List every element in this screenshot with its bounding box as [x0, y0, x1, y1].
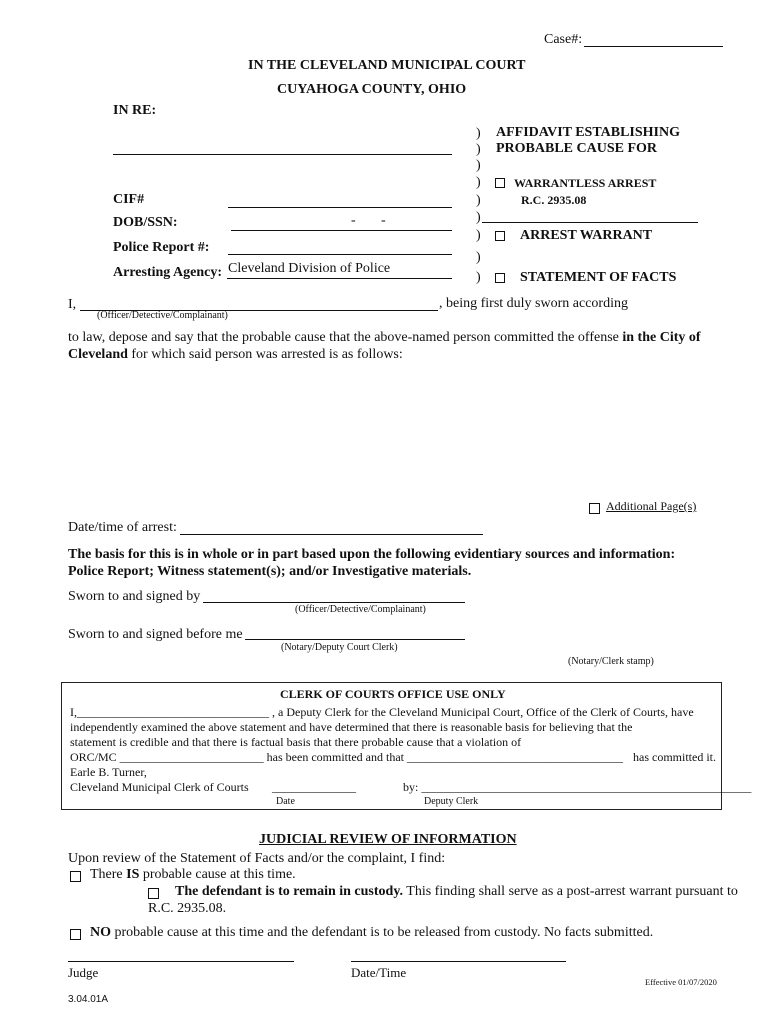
affiant-statement-line2: Cleveland for which said person was arrested is as follows:	[68, 347, 403, 362]
arrest-warrant-label: ARREST WARRANT	[520, 228, 653, 243]
clerk-deputy-caption: Deputy Clerk	[424, 796, 479, 807]
defendant-name-field[interactable]	[113, 154, 452, 155]
remain-custody-checkbox[interactable]	[148, 888, 159, 899]
clerk-line2: independently examined the above statement and have determined that there is reasonable basis for believing that the	[70, 720, 633, 734]
additional-pages-label: Additional Page(s)	[606, 499, 697, 513]
judge-signature-field[interactable]	[68, 961, 294, 962]
remain-custody-rc: R.C. 2935.08.	[148, 901, 227, 916]
there-is-label: There IS probable cause at this time.	[90, 867, 296, 882]
clerk-line4-end: has committed it.	[633, 750, 716, 764]
in-re-label: IN RE:	[113, 103, 157, 118]
affiant-caption: (Officer/Detective/Complainant)	[97, 310, 228, 321]
remain-custody-label: The defendant is to remain in custody. This finding shall serve as a post-arrest warrant pursuant to	[175, 884, 738, 899]
cif-field[interactable]	[228, 207, 452, 208]
sworn-signed-by-field[interactable]	[203, 602, 465, 603]
arrest-datetime-label: Date/time of arrest:	[68, 520, 177, 535]
there-is-checkbox[interactable]	[70, 871, 81, 882]
paren: )	[476, 126, 481, 141]
court-title: IN THE CLEVELAND MUNICIPAL COURT	[248, 58, 526, 73]
warrantless-rc-label: R.C. 2935.08	[521, 193, 587, 207]
sworn-before-label: Sworn to and signed before me	[68, 627, 243, 642]
arrest-datetime-field[interactable]	[180, 534, 483, 535]
sworn-signed-by-label: Sworn to and signed by	[68, 589, 201, 604]
clerk-deputy-field[interactable]: by: _______________________________________________________	[403, 780, 752, 794]
clerk-title: CLERK OF COURTS OFFICE USE ONLY	[280, 687, 506, 701]
clerk-line6: Cleveland Municipal Clerk of Courts	[70, 780, 249, 794]
clerk-date-field[interactable]: ______________	[272, 780, 356, 794]
paren: )	[476, 210, 481, 225]
sworn-signed-by-caption: (Officer/Detective/Complainant)	[295, 604, 426, 615]
paren: )	[476, 158, 481, 173]
right-divider-line	[482, 222, 698, 223]
affiant-prefix: I,	[68, 297, 77, 312]
case-number-label: Case#:	[544, 32, 583, 47]
judicial-intro: Upon review of the Statement of Facts and/or the complaint, I find:	[68, 851, 446, 866]
stamp-caption: (Notary/Clerk stamp)	[568, 656, 654, 667]
form-number: 3.04.01A	[68, 994, 109, 1005]
county-title: CUYAHOGA COUNTY, OHIO	[277, 82, 467, 97]
case-number-field[interactable]	[584, 46, 723, 47]
warrantless-arrest-label: WARRANTLESS ARREST	[514, 176, 657, 190]
clerk-date-caption: Date	[276, 796, 295, 807]
arresting-agency-label: Arresting Agency:	[113, 265, 222, 280]
additional-pages-checkbox[interactable]	[589, 503, 600, 514]
clerk-line3: statement is credible and that there is factual basis that there probable cause that a violation of	[70, 735, 522, 749]
paren: )	[476, 270, 481, 285]
probable-cause-narrative-area[interactable]	[68, 372, 723, 492]
effective-date: Effective 01/07/2020	[645, 977, 717, 987]
sworn-before-field[interactable]	[245, 639, 465, 640]
arresting-agency-value[interactable]: Cleveland Division of Police	[228, 261, 391, 276]
paren: )	[476, 193, 481, 208]
statement-of-facts-checkbox[interactable]	[495, 273, 505, 283]
affidavit-title-line1: AFFIDAVIT ESTABLISHING	[496, 125, 681, 140]
police-report-field[interactable]	[228, 254, 452, 255]
affiant-suffix: , being first duly sworn according	[439, 296, 628, 311]
arresting-agency-field	[227, 278, 452, 279]
dob-ssn-label: DOB/SSN:	[113, 215, 178, 230]
dob-ssn-field[interactable]	[231, 230, 452, 231]
judge-datetime-label: Date/Time	[351, 965, 407, 980]
paren: )	[476, 175, 481, 190]
no-probable-cause-checkbox[interactable]	[70, 929, 81, 940]
dob-separator: -	[381, 213, 386, 228]
warrantless-arrest-checkbox[interactable]	[495, 178, 505, 188]
sworn-before-caption: (Notary/Deputy Court Clerk)	[281, 642, 398, 653]
paren: )	[476, 142, 481, 157]
clerk-line1: I,________________________________ , a Deputy Clerk for the Cleveland Municipal Court, Office of the Clerk of Courts, have	[70, 705, 694, 719]
affiant-statement-line1: to law, depose and say that the probable cause that the above-named person committed the offense in the City of	[68, 330, 701, 345]
clerk-line5: Earle B. Turner,	[70, 765, 147, 779]
paren: )	[476, 228, 481, 243]
judge-datetime-field[interactable]	[351, 961, 566, 962]
basis-line2: Police Report; Witness statement(s); and/or Investigative materials.	[68, 564, 472, 579]
statement-of-facts-label: STATEMENT OF FACTS	[520, 270, 677, 285]
paren: )	[476, 250, 481, 265]
arrest-warrant-checkbox[interactable]	[495, 231, 505, 241]
clerk-line4: ORC/MC ________________________ has been committed and that ____________________________________	[70, 750, 623, 764]
cif-label: CIF#	[113, 192, 145, 207]
no-probable-cause-label: NO probable cause at this time and the defendant is to be released from custody. No facts submitted.	[90, 925, 654, 940]
judge-label: Judge	[68, 965, 99, 980]
basis-line1: The basis for this is in whole or in part based upon the following evidentiary sources and information:	[68, 547, 676, 562]
police-report-label: Police Report #:	[113, 240, 210, 255]
judicial-review-title: JUDICIAL REVIEW OF INFORMATION	[259, 832, 517, 847]
dob-separator: -	[351, 213, 356, 228]
affidavit-title-line2: PROBABLE CAUSE FOR	[496, 141, 658, 156]
